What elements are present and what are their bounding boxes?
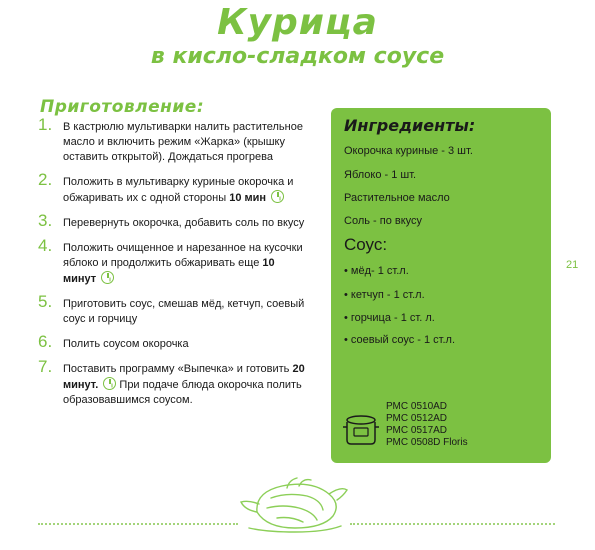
step-number: 1. <box>38 115 53 134</box>
step-text: Перевернуть окорочка, добавить соль по вкусу <box>63 217 305 229</box>
step-text: Поставить программу «Выпечка» и готовить <box>63 363 290 375</box>
roast-chicken-illustration <box>237 472 352 534</box>
step-5 <box>38 292 308 327</box>
step-1 <box>38 115 308 165</box>
step-text-after: При подаче блюда окорочка полить образовавшимся соусом. <box>63 379 302 406</box>
model-item: РМС 0517AD <box>386 425 448 436</box>
preparation-steps <box>38 115 308 418</box>
step-text: Положить очищенное и нарезанное на кусочки яблоко и продолжить обжаривать еще <box>63 242 303 269</box>
recipe-title: Курица <box>217 2 378 43</box>
step-number: 5. <box>38 292 53 311</box>
step-text: Положить в мультиварку куриные окорочка и обжаривать их с одной стороны <box>63 176 294 204</box>
step-2 <box>38 170 308 206</box>
model-item: РМС 0510AD <box>386 401 448 412</box>
preparation-heading: Приготовление: <box>40 97 205 117</box>
recipe-subtitle: в кисло-сладком соусе <box>150 44 445 69</box>
step-time: 10 мин <box>229 192 267 204</box>
step-number: 3. <box>38 211 53 230</box>
step-text: В кастрюлю мультиварки налить растительное масло и включить режим «Жарка» (крышку оставить открытой). Дождаться прогрева <box>63 121 303 163</box>
ingredient-item: Растительное масло <box>344 192 450 204</box>
page-number: 21 <box>566 259 579 271</box>
sauce-heading: Соус: <box>344 235 388 254</box>
sauce-item: • горчица - 1 ст. л. <box>344 312 435 324</box>
step-4 <box>38 236 308 287</box>
step-time: 20 минут. <box>63 363 305 391</box>
clock-icon <box>271 190 284 203</box>
model-item: РМС 0508D Floris <box>386 437 468 448</box>
ingredient-item: Соль - по вкусу <box>344 215 423 227</box>
step-time: 10 минут <box>63 257 275 285</box>
step-text: Приготовить соус, смешав мёд, кетчуп, соевый соус и горчицу <box>63 298 305 325</box>
ingredient-item: Яблоко - 1 шт. <box>344 169 417 181</box>
step-7 <box>38 357 308 408</box>
step-number: 2. <box>38 170 53 189</box>
ingredients-panel <box>331 108 551 463</box>
clock-icon <box>101 271 114 284</box>
dotted-divider-right <box>350 523 555 525</box>
dotted-divider-left <box>38 523 238 525</box>
multicooker-icon <box>341 413 381 447</box>
step-number: 6. <box>38 332 53 351</box>
sauce-item: • мёд- 1 ст.л. <box>344 265 409 277</box>
step-3 <box>38 211 308 231</box>
ingredients-heading: Ингредиенты: <box>344 116 476 135</box>
step-6 <box>38 332 308 352</box>
model-item: РМС 0512AD <box>386 413 448 424</box>
step-number: 7. <box>38 357 53 376</box>
step-text: Полить соусом окорочка <box>63 338 189 350</box>
compatible-models <box>386 401 468 449</box>
ingredient-item: Окорочка куриные - 3 шт. <box>344 145 473 157</box>
sauce-item: • соевый соус - 1 ст.л. <box>344 334 456 346</box>
step-number: 4. <box>38 236 53 255</box>
sauce-item: • кетчуп - 1 ст.л. <box>344 289 425 301</box>
clock-icon <box>103 377 116 390</box>
